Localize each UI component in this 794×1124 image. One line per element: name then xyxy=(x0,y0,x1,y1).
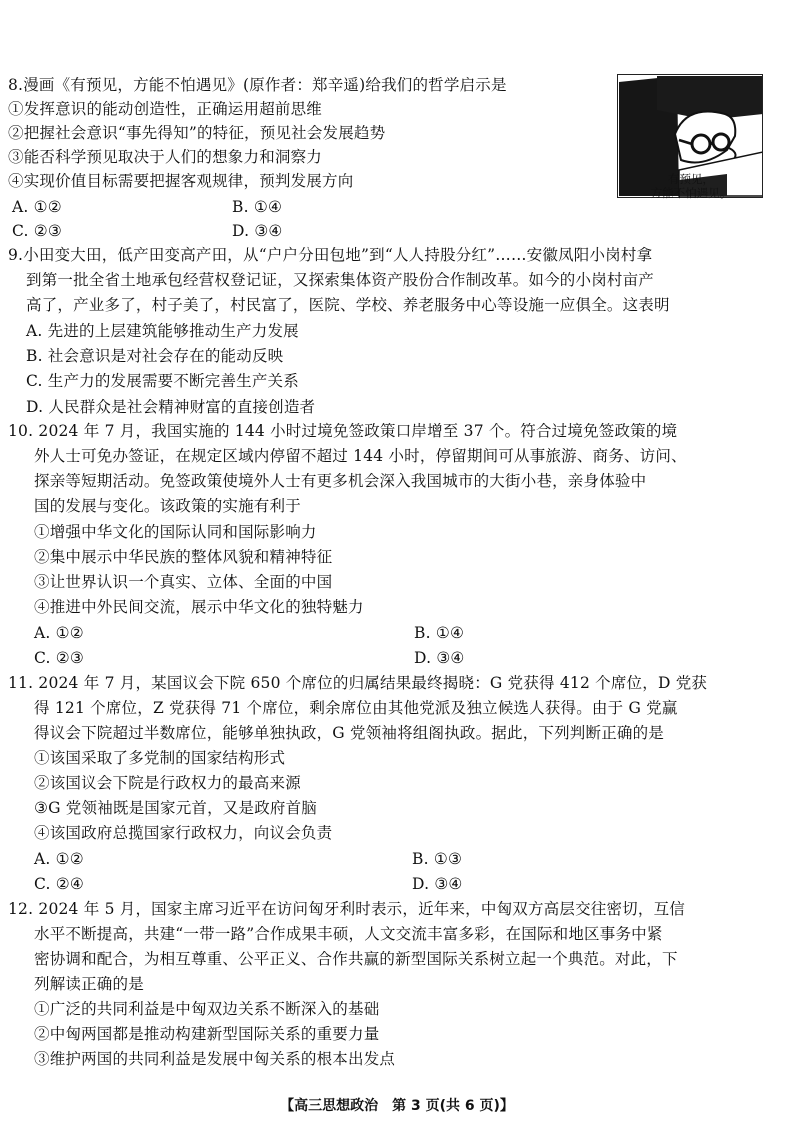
q8-item-1: ①发挥意识的能动创造性，正确运用超前思维 xyxy=(8,100,323,118)
cartoon-caption-line-2: 方能不怕遇见。 xyxy=(650,186,732,200)
q8-option-d: D. ③④ xyxy=(232,222,283,240)
q11-option-c: C. ②④ xyxy=(34,875,84,893)
q8-item-4: ④实现价值目标需要把握客观规律，预判发展方向 xyxy=(8,172,354,190)
q9-stem-line-3: 高了，产业多了，村子美了，村民富了，医院、学校、养老服务中心等设施一应俱全。这表明 xyxy=(26,296,670,314)
q11-item-2: ②该国议会下院是行政权力的最高来源 xyxy=(34,774,301,792)
q10-option-d: D. ③④ xyxy=(414,649,465,667)
q12-stem-line-2: 水平不断提高，共建“一带一路”合作成果丰硕，人文交流丰富多彩，在国际和地区事务中紧 xyxy=(34,925,663,943)
q9-stem-line-1: 9.小田变大田，低产田变高产田，从“户户分田包地”到“人人持股分红”……安徽凤阳小岗村拿 xyxy=(8,246,653,264)
q11-item-1: ①该国采取了多党制的国家结构形式 xyxy=(34,749,286,767)
q10-stem-line-2: 外人士可免办签证，在规定区域内停留不超过 144 小时，停留期间可从事旅游、商务、访问、 xyxy=(34,447,687,465)
q8-option-a: A. ①② xyxy=(12,198,62,216)
q11-option-d: D. ③④ xyxy=(412,875,463,893)
q8-option-c: C. ②③ xyxy=(12,222,62,240)
cartoon-caption-line-1: 有预见， xyxy=(668,172,714,186)
q9-stem-line-2: 到第一批全省土地承包经营权登记证，又探索集体资产股份合作制改革。如今的小岗村亩产 xyxy=(26,271,655,289)
q9-option-a: A. 先进的上层建筑能够推动生产力发展 xyxy=(26,322,299,340)
q10-stem-line-3: 探亲等短期活动。免签政策使境外人士有更多机会深入我国城市的大街小巷，亲身体验中 xyxy=(34,472,647,490)
q9-option-b: B. 社会意识是对社会存在的能动反映 xyxy=(26,347,284,365)
q11-stem-line-3: 得议会下院超过半数席位，能够单独执政，G 党领袖将组阁执政。据此，下列判断正确的是 xyxy=(34,724,665,742)
q10-option-a: A. ①② xyxy=(34,624,84,642)
q11-item-4: ④该国政府总揽国家行政权力，向议会负责 xyxy=(34,824,333,842)
q10-option-c: C. ②③ xyxy=(34,649,84,667)
q10-item-2: ②集中展示中华民族的整体风貌和精神特征 xyxy=(34,548,333,566)
q11-stem-line-2: 得 121 个席位，Z 党获得 71 个席位，剩余席位由其他党派及独立候选人获得。由于 G 党赢 xyxy=(34,699,678,717)
q8-item-2: ②把握社会意识“事先得知”的特征，预见社会发展趋势 xyxy=(8,124,386,142)
q12-stem-line-3: 密协调和配合，为相互尊重、公平正义、合作共赢的新型国际关系树立起一个典范。对此，下 xyxy=(34,950,678,968)
q11-stem-line-1: 11. 2024 年 7 月，某国议会下院 650 个席位的归属结果最终揭晓：G 党获得 412 个席位，D 党获 xyxy=(8,674,708,692)
q11-option-a: A. ①② xyxy=(34,850,84,868)
q12-stem-line-4: 列解读正确的是 xyxy=(34,975,144,993)
q10-item-3: ③让世界认识一个真实、立体、全面的中国 xyxy=(34,573,333,591)
q10-option-b: B. ①④ xyxy=(414,624,465,642)
q11-item-3: ③G 党领袖既是国家元首，又是政府首脑 xyxy=(34,799,318,817)
q8-item-3: ③能否科学预见取决于人们的想象力和洞察力 xyxy=(8,148,323,166)
q8-option-b: B. ①④ xyxy=(232,198,283,216)
q10-stem-line-4: 国的发展与变化。该政策的实施有利于 xyxy=(34,497,301,515)
page-footer: 【高三思想政治 第 3 页(共 6 页)】 xyxy=(280,1098,514,1114)
q12-stem-line-1: 12. 2024 年 5 月，国家主席习近平在访问匈牙利时表示，近年来，中匈双方高层交往密切，互信 xyxy=(8,900,685,918)
q10-item-1: ①增强中华文化的国际认同和国际影响力 xyxy=(34,523,317,541)
q10-stem-line-1: 10. 2024 年 7 月，我国实施的 144 小时过境免签政策口岸增至 37 个。符合过境免签政策的境 xyxy=(8,422,678,440)
q9-option-d: D. 人民群众是社会精神财富的直接创造者 xyxy=(26,398,316,416)
q12-item-1: ①广泛的共同利益是中匈双边关系不断深入的基础 xyxy=(34,1000,380,1018)
q12-item-2: ②中匈两国都是推动构建新型国际关系的重要力量 xyxy=(34,1025,380,1043)
q10-item-4: ④推进中外民间交流，展示中华文化的独特魅力 xyxy=(34,598,364,616)
q9-option-c: C. 生产力的发展需要不断完善生产关系 xyxy=(26,372,299,390)
q11-option-b: B. ①③ xyxy=(412,850,463,868)
q12-item-3: ③维护两国的共同利益是发展中匈关系的根本出发点 xyxy=(34,1050,396,1068)
q8-stem: 8.漫画《有预见，方能不怕遇见》(原作者：郑辛遥)给我们的哲学启示是 xyxy=(8,76,507,94)
